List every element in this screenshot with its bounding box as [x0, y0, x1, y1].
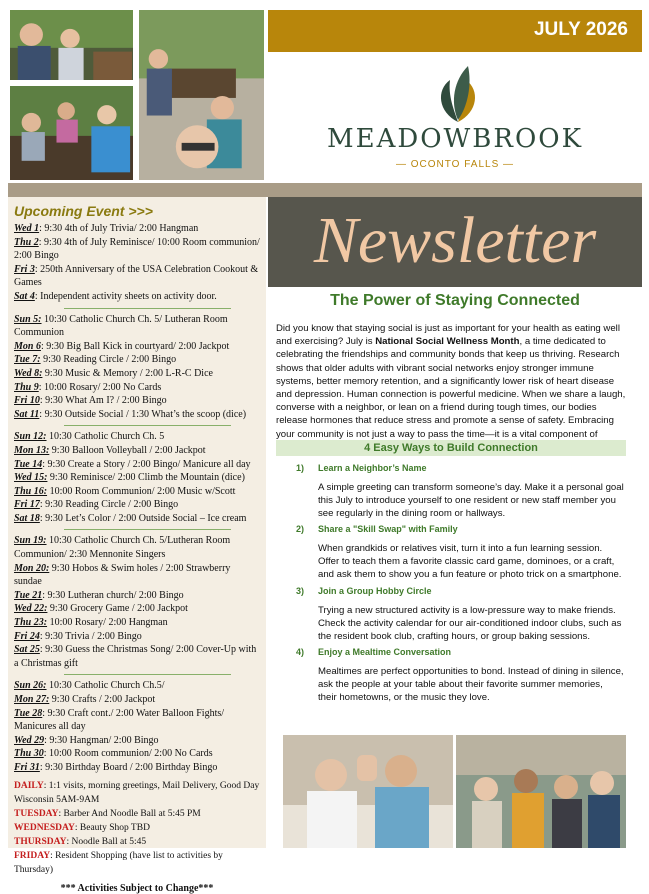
event-item	[14, 408, 260, 422]
daily-item	[14, 779, 260, 807]
event-text: : 10:00 Rosary/ 2:00 No Cards	[38, 381, 162, 393]
event-text: : 9:30 Hangman/ 2:00 Bingo	[44, 734, 159, 746]
events-separator	[64, 425, 231, 426]
event-item	[14, 471, 260, 485]
event-item	[14, 394, 260, 408]
daily-key: THURSDAY	[14, 836, 67, 847]
event-item	[14, 290, 260, 304]
event-day: Fri 24	[14, 630, 40, 642]
photo-residents-gardening	[8, 8, 135, 82]
event-item	[14, 734, 260, 748]
event-day: Fri 31	[14, 761, 40, 773]
ways-heading: 4 Easy Ways to Build Connection	[276, 440, 626, 456]
daily-text: : Noodle Ball at 5:45	[66, 836, 147, 847]
event-item	[14, 630, 260, 644]
brand-logo	[268, 52, 642, 182]
event-item	[14, 340, 260, 354]
event-text: 10:00 Room Communion/ 2:00 Music w/Scott	[47, 485, 236, 497]
way-title: Learn a Neighbor’s Name	[318, 463, 427, 473]
event-day: Mon 13:	[14, 444, 50, 456]
event-text: 9:30 Reading Circle / 2:00 Bingo	[40, 354, 177, 366]
event-text: 9:30 Hobos & Swim holes / 2:00 Strawberry sundae	[14, 562, 231, 588]
intro-bold: National Social Wellness Month	[375, 336, 520, 348]
way-title: Share a "Skill Swap" with Family	[318, 524, 458, 534]
photo-family-gathering	[456, 735, 626, 848]
event-item	[14, 643, 260, 670]
daily-item	[14, 821, 260, 835]
event-text: : 9:30 Craft cont./ 2:00 Water Balloon Fights/ Manicures all day	[14, 707, 225, 733]
event-text: 9:30 Balloon Volleyball / 2:00 Jackpot	[49, 444, 206, 456]
intro-text-b: , a time dedicated to celebrating the friendships and community bonds that keep us thriving. Research shows that older adults with vibrant social networks enjoy stronger immune systems, better memory retention, and a significantly lower risk of heart disease and depression. Human connection is powerful medicine. When we share a laugh, converse with a neighbor, or lean on a friend during tough times, our bodies release hormones that reduce stress and promote a sense of safety. Embracing your community is not just a way to pass the time—it is a vital component of	[276, 336, 626, 440]
divider-band	[8, 183, 642, 197]
event-text: : 10:00 Room communion/ 2:00 No Cards	[43, 748, 213, 760]
way-body: Trying a new structured activity is a low-pressure way to make friends. Check the activity calendar for our air-conditioned indoor clubs, such as the resident book club, crafting hours, or group baking sessions.	[318, 605, 622, 643]
leaf-logo-icon	[428, 62, 488, 124]
event-day: Wed 15:	[14, 472, 48, 484]
way-body: Mealtimes are perfect opportunities to bond. Instead of dining in silence, ask the people at your table about their favorite summer memories, their hometowns, or the music they love.	[318, 666, 624, 704]
event-day: Tue 28	[14, 707, 43, 719]
way-body: A simple greeting can transform someone’s day. Make it a personal goal this July to introduce yourself to one resident or new staff member you see regularly in the dining room or hallways.	[318, 482, 624, 520]
event-item	[14, 444, 260, 458]
event-item	[14, 747, 260, 761]
events-heading: Upcoming Event >>>	[14, 203, 153, 219]
event-text: 9:30 Music & Memory / 2:00 L-R-C Dice	[42, 367, 213, 379]
photo-residents-planting	[8, 84, 135, 182]
event-text: : 9:30 What Am I? / 2:00 Bingo	[39, 395, 167, 407]
event-item	[14, 313, 260, 340]
event-text: 9:30 Crafts / 2:00 Jackpot	[49, 694, 156, 705]
article-intro	[276, 322, 626, 454]
event-text: 10:30 Catholic Church Ch. 5/ Lutheran Room Communion	[14, 313, 228, 339]
event-day: Fri 3	[14, 263, 35, 275]
event-day: Fri 10	[14, 395, 40, 407]
event-item	[14, 430, 260, 444]
brand-location-text: OCONTO FALLS	[410, 159, 500, 170]
event-text: : 9:30 Big Ball Kick in courtyard/ 2:00 Jackpot	[40, 340, 230, 352]
event-text: : Independent activity sheets on activity door.	[34, 290, 217, 302]
event-day: Tue 7:	[14, 354, 41, 366]
event-text: 10:00 Rosary/ 2:00 Hangman	[47, 617, 168, 629]
newsletter-banner	[268, 197, 642, 287]
event-item	[14, 562, 260, 589]
event-day: Mon 6	[14, 340, 41, 352]
way-body: When grandkids or relatives visit, turn it into a fun learning session. Offer to teach them a favorite classic card game, dominoes, or a craft, and ask them to show you a fun feature or photo trick on a smartphone.	[318, 543, 622, 581]
event-item	[14, 679, 260, 693]
daily-text: : Beauty Shop TBD	[74, 822, 150, 833]
event-text: : 9:30 Lutheran church/ 2:00 Bingo	[42, 589, 184, 601]
event-text: : 9:30 Reading Circle / 2:00 Bingo	[39, 499, 179, 511]
photo-residents-raised-bed	[137, 8, 266, 182]
event-item	[14, 616, 260, 630]
event-item	[14, 485, 260, 499]
event-text: 10:30 Catholic Church Ch. 5/Lutheran Room Communion/ 2:30 Mennonite Singers	[14, 535, 231, 561]
daily-key: FRIDAY	[14, 850, 51, 861]
brand-location: — OCONTO FALLS —	[395, 159, 515, 170]
daily-key: WEDNESDAY	[14, 822, 75, 833]
intro-text-a: Did you know that staying social is just as important for your health as eating well and exercising? July is	[276, 323, 620, 348]
event-day: Thu 23:	[14, 617, 48, 629]
way-number: 3)	[296, 586, 305, 596]
daily-list	[14, 779, 260, 877]
events-separator	[64, 674, 231, 675]
article-title: The Power of Staying Connected	[330, 292, 580, 309]
event-day: Sun 26:	[14, 680, 47, 692]
daily-item	[14, 835, 260, 849]
event-item	[14, 381, 260, 395]
daily-text: : 1:1 visits, morning greetings, Mail Delivery, Good Day Wisconsin 5AM-9AM	[14, 780, 260, 805]
daily-key: DAILY	[14, 780, 44, 791]
event-day: Thu 30	[14, 748, 44, 760]
event-text: 9:30 Reminisce/ 2:00 Climb the Mountain (dice)	[47, 472, 245, 484]
events-separator	[64, 529, 231, 530]
event-day: Tue 21	[14, 589, 43, 601]
event-item	[14, 707, 260, 734]
daily-key: TUESDAY	[14, 808, 59, 819]
daily-item	[14, 849, 260, 877]
event-day: Thu 2	[14, 236, 39, 248]
event-item	[14, 761, 260, 775]
event-day: Sat 11	[14, 408, 40, 420]
daily-text: : Barber And Noodle Ball at 5:45 PM	[58, 808, 201, 819]
event-text: : 9:30 4th of July Trivia/ 2:00 Hangman	[39, 223, 199, 234]
event-text: : 9:30 Outside Social / 1:30 What’s the scoop (dice)	[39, 408, 247, 420]
event-item	[14, 367, 260, 381]
event-item	[14, 512, 260, 526]
event-item	[14, 589, 260, 603]
event-day: Thu 9	[14, 381, 39, 393]
event-day: Sat 4	[14, 290, 35, 302]
event-day: Wed 8:	[14, 367, 43, 379]
events-list	[14, 222, 260, 775]
event-item	[14, 236, 260, 263]
event-item	[14, 263, 260, 290]
event-day: Sun 12:	[14, 431, 47, 443]
way-number: 2)	[296, 524, 305, 534]
event-text: : 9:30 Guess the Christmas Song/ 2:00 Cover-Up with a Christmas gift	[14, 644, 257, 669]
event-day: Wed 1	[14, 223, 40, 234]
way-number: 4)	[296, 647, 305, 657]
photo-seniors-high-five	[283, 735, 453, 848]
event-text: 10:30 Catholic Church Ch. 5	[46, 431, 165, 443]
way-title: Enjoy a Mealtime Conversation	[318, 647, 452, 657]
event-day: Wed 22:	[14, 603, 48, 615]
event-day: Fri 17	[14, 499, 40, 511]
event-text: : 9:30 4th of July Reminisce/ 10:00 Room communion/ 2:00 Bingo	[14, 236, 260, 262]
way-item	[296, 586, 626, 646]
event-day: Sat 25	[14, 644, 40, 656]
event-item	[14, 534, 260, 561]
way-item	[296, 647, 626, 707]
event-day: Wed 29	[14, 734, 45, 746]
month-label: JULY 2026	[533, 19, 628, 40]
event-item	[14, 498, 260, 512]
event-text: 9:30 Grocery Game / 2:00 Jackpot	[47, 603, 188, 615]
event-day: Thu 16:	[14, 485, 48, 497]
way-item	[296, 463, 626, 523]
newsletter-title: Newsletter	[313, 204, 597, 277]
event-text: : 9:30 Birthday Board / 2:00 Birthday Bingo	[39, 761, 218, 773]
way-number: 1)	[296, 463, 305, 473]
event-item	[14, 222, 260, 236]
event-day: Mon 20:	[14, 562, 50, 574]
events-separator	[64, 308, 231, 309]
event-day: Mon 27:	[14, 694, 50, 705]
event-text: : 9:30 Trivia / 2:00 Bingo	[39, 630, 142, 642]
way-title: Join a Group Hobby Circle	[318, 586, 432, 596]
event-text: 10:30 Catholic Church Ch.5/	[46, 680, 165, 692]
month-bar	[268, 10, 642, 52]
event-day: Sun 19:	[14, 535, 47, 547]
event-day: Tue 14	[14, 458, 43, 470]
event-text: : 9:30 Let’s Color / 2:00 Outside Social – Ice cream	[39, 512, 247, 524]
event-item	[14, 693, 260, 707]
daily-text: : Resident Shopping (have list to activities by Thursday)	[14, 850, 223, 875]
events-column	[8, 197, 266, 894]
way-item	[296, 524, 626, 584]
brand-name: MEADOWBROOK	[327, 124, 583, 154]
event-text: : 9:30 Create a Story / 2:00 Bingo/ Manicure all day	[42, 458, 251, 470]
event-item	[14, 602, 260, 616]
event-day: Sun 5:	[14, 313, 42, 325]
daily-item	[14, 807, 260, 821]
event-day: Sat 18	[14, 512, 40, 524]
event-item	[14, 353, 260, 367]
events-notice: *** Activities Subject to Change***	[60, 882, 214, 894]
event-text: : 250th Anniversary of the USA Celebration Cookout & Games	[14, 263, 259, 289]
event-item	[14, 458, 260, 472]
